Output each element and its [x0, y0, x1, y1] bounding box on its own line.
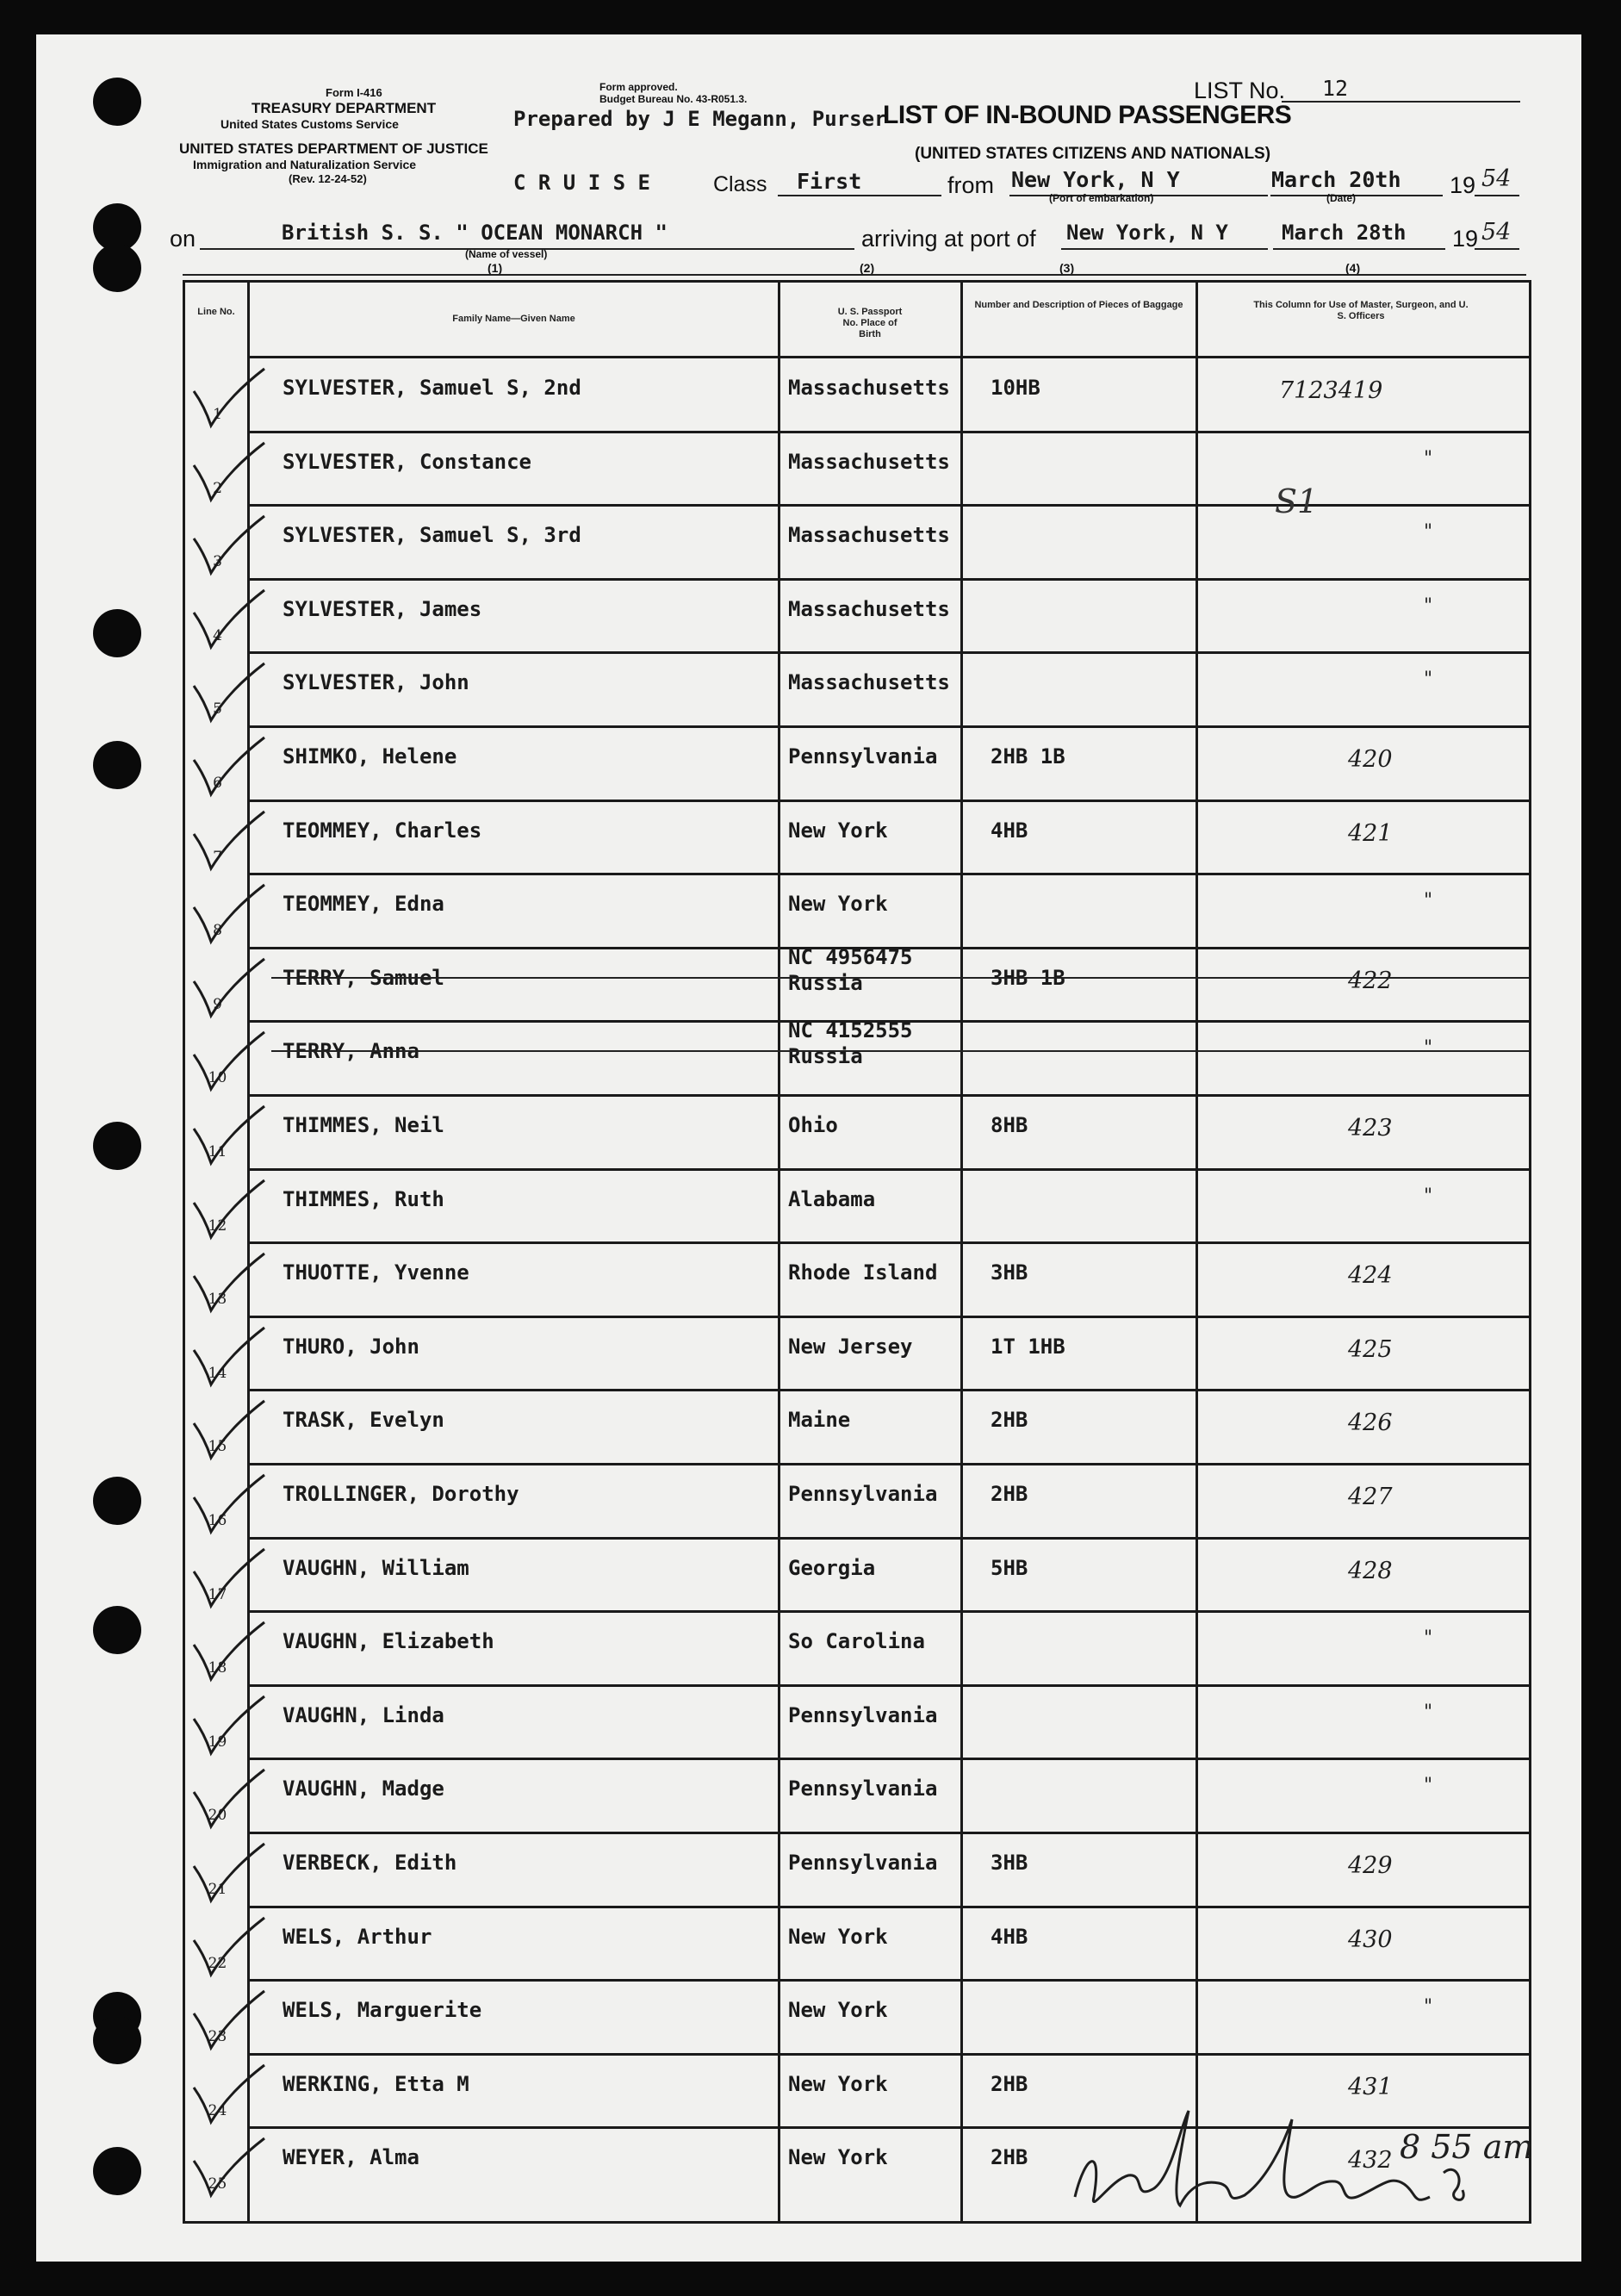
line-number: 15 — [208, 1438, 227, 1456]
binder-hole — [93, 78, 141, 126]
passenger-name: VERBECK, Edith — [283, 1851, 457, 1875]
officer-number: 426 — [1348, 1409, 1393, 1437]
passenger-name: SYLVESTER, John — [283, 670, 469, 695]
ditto-mark: " — [1424, 1185, 1433, 1207]
check-mark-icon — [190, 660, 268, 729]
officer-number: 422 — [1348, 967, 1393, 994]
binder-hole — [93, 741, 141, 789]
col-header-line: Line No. — [197, 307, 235, 317]
officer-number: 420 — [1348, 746, 1393, 773]
birth-place: New York — [788, 2145, 888, 2170]
baggage-description: 2HB 1B — [991, 744, 1065, 768]
ditto-mark: " — [1424, 669, 1433, 691]
col-header-baggage: Number and Description of Pieces of Baggage — [974, 300, 1183, 310]
treasury-department: TREASURY DEPARTMENT — [252, 100, 437, 116]
cruise-label: C R U I S E — [513, 171, 650, 195]
birth-place: Massachusetts — [788, 596, 950, 621]
birth-place: Massachusetts — [788, 449, 950, 474]
arriving-label: arriving at port of — [861, 226, 1036, 252]
header-rule — [183, 274, 1526, 276]
margin-note: S1 — [1275, 482, 1319, 520]
passenger-name: SYLVESTER, Constance — [283, 449, 531, 474]
arrival-year: 54 — [1481, 219, 1512, 246]
line-number: 12 — [208, 1216, 227, 1235]
birth-place: New York — [788, 892, 888, 917]
table-row — [185, 1465, 1529, 1538]
col-4-number: (4) — [1345, 261, 1361, 275]
table-row — [185, 1907, 1529, 1981]
date-label: (Date) — [1326, 192, 1357, 204]
ditto-mark: " — [1424, 1627, 1433, 1650]
embark-port: New York, N Y — [1011, 167, 1180, 192]
table-row — [185, 1981, 1529, 2054]
passenger-name: SYLVESTER, James — [283, 596, 482, 621]
line-number: 24 — [208, 2101, 227, 2119]
ditto-mark: " — [1424, 1775, 1433, 1797]
arrive-port-line — [1061, 248, 1268, 250]
passport-number: NC 4152555 — [788, 1018, 913, 1043]
line-number: 1 — [213, 406, 222, 423]
check-mark-icon — [190, 808, 268, 877]
passenger-name: THIMMES, Neil — [283, 1113, 444, 1137]
check-mark-icon — [190, 439, 268, 508]
birth-place: Massachusetts — [788, 523, 950, 548]
passenger-name: VAUGHN, Elizabeth — [283, 1629, 494, 1654]
list-no-label: LIST No. — [1194, 78, 1286, 103]
table-row — [185, 727, 1529, 800]
officer-number: 423 — [1348, 1115, 1393, 1142]
baggage-description: 3HB — [991, 1260, 1028, 1285]
class-line — [778, 195, 941, 196]
binder-hole — [93, 244, 141, 292]
binder-hole — [93, 1122, 141, 1170]
passenger-name: WEYER, Alma — [283, 2145, 419, 2170]
check-mark-icon — [190, 1546, 268, 1615]
birth-place: New York — [788, 2071, 888, 2096]
from-label: from — [947, 172, 994, 198]
table-row — [185, 432, 1529, 506]
table-row — [185, 1833, 1529, 1907]
passenger-table — [183, 280, 1534, 2224]
strike-through — [271, 977, 1529, 979]
col-header-name: Family Name—Given Name — [452, 314, 575, 324]
table-row — [185, 801, 1529, 874]
baggage-description: 3HB — [991, 1851, 1028, 1875]
passenger-name: TERRY, Samuel — [283, 965, 444, 990]
line-number: 13 — [208, 1291, 227, 1309]
embark-date: March 20th — [1271, 167, 1401, 192]
table-row — [185, 1391, 1529, 1464]
officer-number: 7123419 — [1279, 377, 1383, 404]
table-row — [185, 1759, 1529, 1832]
birth-place: Pennsylvania — [788, 1851, 938, 1875]
table-row — [185, 653, 1529, 726]
birth-place: New York — [788, 1924, 888, 1949]
check-mark-icon — [190, 1029, 268, 1098]
passenger-name: SHIMKO, Helene — [283, 744, 457, 768]
line-number: 23 — [208, 2028, 227, 2046]
baggage-description: 2HB — [991, 1408, 1028, 1433]
check-mark-icon — [190, 1766, 268, 1835]
line-number: 17 — [208, 1585, 227, 1603]
binder-hole — [93, 2147, 141, 2195]
check-mark-icon — [190, 365, 268, 434]
ditto-mark: " — [1424, 521, 1433, 544]
birth-place: Rhode Island — [788, 1260, 938, 1285]
passenger-name: TERRY, Anna — [283, 1039, 419, 1064]
table-row — [185, 1612, 1529, 1685]
ditto-mark: " — [1424, 890, 1433, 912]
passenger-name: SYLVESTER, Samuel S, 2nd — [283, 376, 581, 400]
officer-number: 425 — [1348, 1335, 1393, 1363]
binder-hole — [93, 609, 141, 657]
birth-place: Pennsylvania — [788, 744, 938, 768]
line-number: 7 — [213, 848, 222, 866]
date-line — [1270, 195, 1443, 196]
prepared-by: Prepared by J E Megann, Purser — [513, 107, 887, 131]
binder-hole — [93, 2016, 141, 2064]
passenger-name: TROLLINGER, Dorothy — [283, 1482, 519, 1506]
ins-service: Immigration and Naturalization Service — [193, 158, 417, 171]
check-mark-icon — [190, 2062, 268, 2131]
check-mark-icon — [190, 881, 268, 950]
department-of-justice: UNITED STATES DEPARTMENT OF JUSTICE — [179, 140, 488, 157]
line-number: 4 — [213, 626, 222, 644]
passenger-name: SYLVESTER, Samuel S, 3rd — [283, 523, 581, 548]
list-number: 12 — [1322, 76, 1349, 101]
baggage-description: 8HB — [991, 1113, 1028, 1137]
check-mark-icon — [190, 1619, 268, 1688]
line-number: 21 — [208, 1881, 227, 1898]
col-3-number: (3) — [1059, 261, 1075, 275]
year-line — [1475, 195, 1519, 196]
birth-place: Massachusetts — [788, 670, 950, 695]
table-row — [185, 1170, 1529, 1243]
officer-number: 432 — [1348, 2147, 1393, 2175]
ditto-mark: " — [1424, 1701, 1433, 1723]
table-row — [185, 1317, 1529, 1391]
year-line — [1475, 248, 1519, 250]
line-number: 11 — [208, 1143, 227, 1160]
birth-place: Pennsylvania — [788, 1702, 938, 1727]
check-mark-icon — [190, 734, 268, 803]
table-row — [185, 1243, 1529, 1316]
list-no-line — [1282, 101, 1520, 103]
arrive-date-line — [1273, 248, 1445, 250]
arrival-date: March 28th — [1282, 221, 1407, 245]
officer-number: 431 — [1348, 2073, 1393, 2100]
birth-place: Maine — [788, 1408, 851, 1433]
line-number: 3 — [213, 553, 222, 571]
embark-year: 54 — [1481, 165, 1512, 192]
birth-place: Russia — [788, 970, 863, 995]
vessel-name: British S. S. " OCEAN MONARCH " — [282, 221, 668, 245]
line-number: 20 — [208, 1807, 227, 1825]
passenger-name: THIMMES, Ruth — [283, 1186, 444, 1211]
birth-place: Alabama — [788, 1186, 876, 1211]
officer-number: 429 — [1348, 1852, 1393, 1879]
passenger-name: THUOTTE, Yvenne — [283, 1260, 469, 1285]
birth-place: New Jersey — [788, 1334, 913, 1359]
check-mark-icon — [190, 1250, 268, 1319]
list-subtitle: (UNITED STATES CITIZENS AND NATIONALS) — [915, 145, 1271, 163]
class-label: Class — [713, 172, 767, 196]
birth-place: Ohio — [788, 1113, 838, 1137]
line-number: 6 — [213, 775, 222, 792]
line-number: 9 — [213, 995, 222, 1013]
col-header-passport: U. S. Passport No. Place of Birth — [837, 307, 903, 339]
vessel-label: (Name of vessel) — [465, 248, 548, 260]
check-mark-icon — [190, 587, 268, 656]
passport-number: NC 4956475 — [788, 944, 913, 969]
baggage-description: 4HB — [991, 1924, 1028, 1949]
ditto-mark: " — [1424, 594, 1433, 617]
line-number: 5 — [213, 700, 222, 719]
passenger-name: THURO, John — [283, 1334, 419, 1359]
embark-port-label: (Port of embarkation) — [1049, 192, 1154, 204]
check-mark-icon — [190, 1177, 268, 1246]
birth-place: So Carolina — [788, 1629, 925, 1654]
check-mark-icon — [190, 1914, 268, 1983]
line-number: 8 — [213, 922, 222, 940]
check-mark-icon — [190, 1324, 268, 1393]
birth-place: Pennsylvania — [788, 1482, 938, 1506]
line-number: 22 — [208, 1954, 227, 1972]
strike-through — [271, 1050, 1529, 1052]
birth-place: New York — [788, 818, 888, 843]
baggage-description: 5HB — [991, 1555, 1028, 1580]
table-row — [185, 358, 1529, 432]
passenger-name: VAUGHN, Madge — [283, 1776, 444, 1801]
table-row — [185, 1686, 1529, 1759]
col-1-number: (1) — [488, 261, 503, 275]
check-mark-icon — [190, 1840, 268, 1909]
baggage-description: 2HB — [991, 1482, 1028, 1506]
line-number: 25 — [208, 2175, 227, 2193]
arrival-port: New York, N Y — [1066, 221, 1228, 245]
col-header-officers: This Column for Use of Master, Surgeon, and U. S. Officers — [1253, 300, 1469, 321]
table-row — [185, 506, 1529, 579]
line-number: 10 — [208, 1069, 227, 1087]
baggage-description: 2HB — [991, 2071, 1028, 2096]
form-number: Form I-416 — [326, 86, 382, 99]
officer-number: 427 — [1348, 1484, 1393, 1510]
ditto-mark: " — [1424, 1996, 1433, 2019]
officer-number: 428 — [1348, 1557, 1393, 1584]
birth-place: New York — [788, 1998, 888, 2023]
check-mark-icon — [190, 1103, 268, 1172]
form-revision: (Rev. 12-24-52) — [289, 172, 367, 185]
check-mark-icon — [190, 1397, 268, 1466]
year-prefix: 19 — [1450, 172, 1476, 198]
check-mark-icon — [190, 513, 268, 582]
passenger-name: WELS, Marguerite — [283, 1998, 482, 2023]
officer-number: 430 — [1348, 1926, 1393, 1953]
birth-place: Georgia — [788, 1555, 876, 1580]
passenger-name: TEOMMEY, Charles — [283, 818, 482, 843]
passenger-name: WERKING, Etta M — [283, 2071, 469, 2096]
line-number: 14 — [208, 1364, 227, 1382]
table-row — [185, 874, 1529, 948]
birth-place: Massachusetts — [788, 376, 950, 400]
table-row — [185, 1018, 1529, 1095]
birth-place: Pennsylvania — [788, 1776, 938, 1801]
customs-service: United States Customs Service — [220, 117, 399, 131]
line-number: 19 — [208, 1733, 227, 1751]
table-row — [185, 1539, 1529, 1612]
check-mark-icon — [190, 1693, 268, 1762]
binder-hole — [93, 1606, 141, 1654]
baggage-description: 10HB — [991, 376, 1040, 400]
birth-place: Russia — [788, 1044, 863, 1069]
line-number: 16 — [208, 1512, 227, 1529]
passenger-name: TEOMMEY, Edna — [283, 892, 444, 917]
budget-bureau: Budget Bureau No. 43-R051.3. — [599, 93, 748, 105]
baggage-description: 3HB 1B — [991, 965, 1065, 990]
table-row — [185, 1096, 1529, 1169]
form-approved: Form approved. — [599, 81, 678, 93]
col-2-number: (2) — [860, 261, 875, 275]
ditto-mark: " — [1424, 1037, 1433, 1060]
passenger-name: VAUGHN, Linda — [283, 1702, 444, 1727]
list-title: LIST OF IN-BOUND PASSENGERS — [883, 101, 1292, 129]
baggage-description: 4HB — [991, 818, 1028, 843]
baggage-description: 1T 1HB — [991, 1334, 1065, 1359]
class-value: First — [797, 169, 862, 194]
check-mark-icon — [190, 1472, 268, 1540]
year-prefix: 19 — [1452, 226, 1479, 252]
table-row — [185, 580, 1529, 653]
officer-number: 421 — [1348, 819, 1393, 847]
officer-number: 424 — [1348, 1262, 1393, 1290]
passenger-name: WELS, Arthur — [283, 1924, 432, 1949]
check-mark-icon — [190, 2135, 268, 2204]
arrival-time-note: 8 55 am — [1400, 2128, 1534, 2166]
ditto-mark: " — [1424, 447, 1433, 470]
baggage-description: 2HB — [991, 2145, 1028, 2170]
check-mark-icon — [190, 955, 268, 1024]
binder-hole — [93, 1477, 141, 1525]
table-row — [185, 944, 1529, 1022]
on-label: on — [170, 226, 196, 252]
passenger-name: TRASK, Evelyn — [283, 1408, 444, 1433]
check-mark-icon — [190, 1988, 268, 2056]
passenger-name: VAUGHN, William — [283, 1555, 469, 1580]
line-number: 18 — [208, 1659, 227, 1677]
line-number: 2 — [213, 479, 222, 497]
